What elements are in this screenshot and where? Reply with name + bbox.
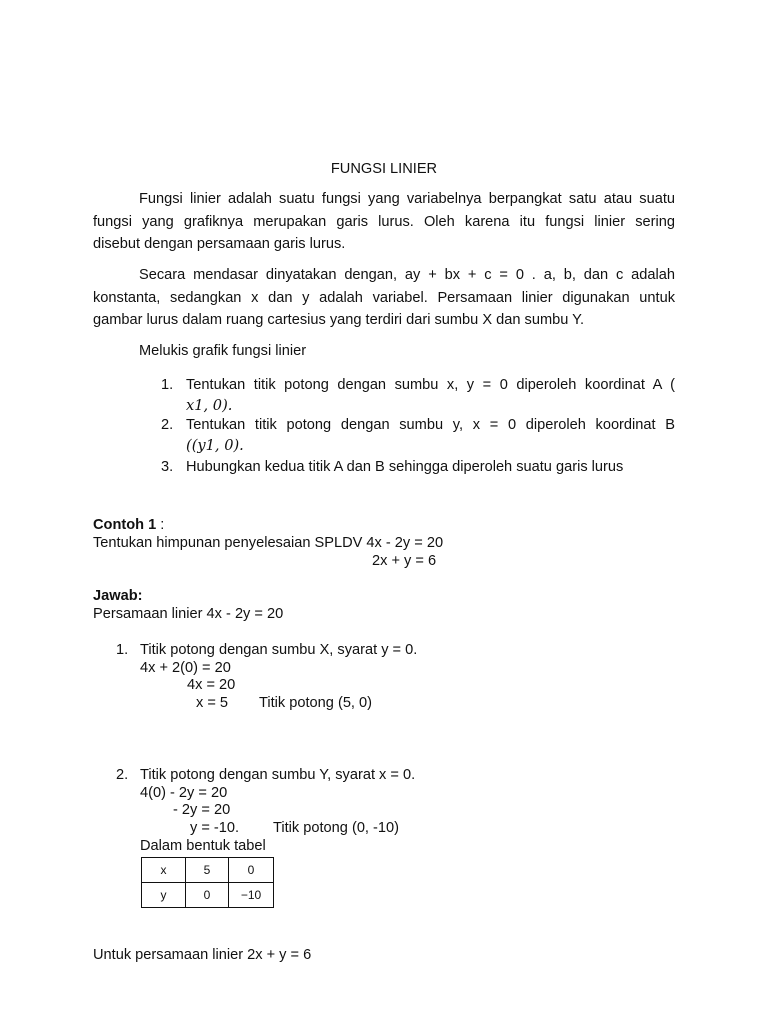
item-number: 2.: [116, 767, 129, 783]
calc-line: - 2y = 20: [173, 802, 231, 818]
intersection-point: Titik potong (5, 0): [259, 695, 373, 711]
intersection-point: Titik potong (0, -10): [273, 820, 399, 836]
paragraph-line: Secara mendasar dinyatakan dengan, ay + bx + c = 0 . a, b, dan c adalah: [139, 267, 675, 283]
contoh-problem: Tentukan himpunan penyelesaian SPLDV 4x - 2y = 20: [93, 535, 444, 551]
table-cell: 0: [229, 858, 274, 883]
calc-line: 4x + 2(0) = 20: [140, 660, 231, 676]
paragraph-line: disebut dengan persamaan garis lurus.: [93, 236, 346, 252]
table-cell: 0: [186, 883, 229, 908]
table-row: [142, 883, 274, 908]
step-number: 3.: [161, 459, 174, 475]
calc-line: 4(0) - 2y = 20: [140, 785, 228, 801]
step-number: 2.: [161, 417, 174, 433]
value-table: [141, 857, 274, 908]
item-text: Titik potong dengan sumbu X, syarat y = 0.: [140, 642, 418, 658]
step-text: Hubungkan kedua titik A dan B sehingga diperoleh suatu garis lurus: [186, 459, 624, 475]
step-text: Tentukan titik potong dengan sumbu x, y = 0 diperoleh koordinat A (: [186, 377, 675, 393]
item-number: 1.: [116, 642, 129, 658]
paragraph-line: gambar lurus dalam ruang cartesius yang terdiri dari sumbu X dan sumbu Y.: [93, 312, 585, 328]
contoh-heading: [93, 516, 164, 534]
page-title: FUNGSI LINIER: [330, 161, 438, 177]
item-text: Titik potong dengan sumbu Y, syarat x = 0.: [140, 767, 416, 783]
calc-line: x = 5: [196, 695, 229, 711]
table-row: [142, 858, 274, 883]
calc-line: 4x = 20: [187, 677, 236, 693]
table-cell: x: [142, 858, 186, 883]
jawab-persamaan: Persamaan linier 4x - 2y = 20: [93, 606, 284, 622]
contoh-label: Contoh 1: [93, 517, 157, 533]
paragraph-line: Fungsi linier adalah suatu fungsi yang variabelnya berpangkat satu atau suatu: [139, 191, 675, 207]
paragraph-equation: [93, 264, 675, 332]
step-math: ((𝑦1, 0).: [186, 437, 244, 454]
jawab-heading: Jawab:: [93, 588, 143, 604]
paragraph-line: fungsi yang grafiknya merupakan garis lurus. Oleh karena itu fungsi linier sering: [93, 213, 675, 230]
melukis-heading: Melukis grafik fungsi linier: [139, 343, 307, 359]
step-text: Tentukan titik potong dengan sumbu y, x = 0 diperoleh koordinat B: [186, 417, 675, 433]
paragraph-definition: [93, 188, 675, 256]
step-math: 𝑥1, 0).: [186, 397, 233, 414]
calc-line: y = -10.: [190, 820, 240, 836]
footer-line: Untuk persamaan linier 2x + y = 6: [93, 947, 312, 963]
table-cell: 5: [186, 858, 229, 883]
table-label: Dalam bentuk tabel: [140, 838, 266, 854]
contoh-colon: :: [156, 517, 165, 533]
step-number: 1.: [161, 377, 174, 393]
table-cell: −10: [229, 883, 274, 908]
paragraph-line: konstanta, sedangkan x dan y adalah variabel. Persamaan linier digunakan untuk: [93, 289, 675, 306]
contoh-equation-2: 2x + y = 6: [372, 553, 437, 569]
table-cell: y: [142, 883, 186, 908]
